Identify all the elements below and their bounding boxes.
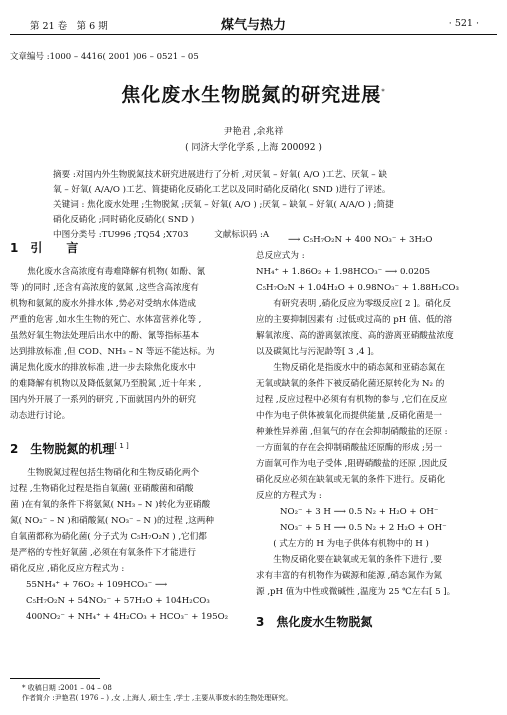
text-line: 一方面氧的存在会抑制硝酸盐还原酶的形成 ;另一 (256, 443, 443, 453)
text-line: 国内外开展了一系列的研究 ,下面就国内外的研究 (10, 395, 196, 405)
text-line: 种兼性异养菌 ,但氧气的存在会抑制硝酸盐的还原 : (256, 427, 448, 437)
text-line: 达到排放标准 ,但 COD、NH₃ – N 等远不能达标。为 (10, 347, 215, 357)
text-line: 解氧浓度、高的游离氨浓度、高的游离亚硝酸盐浓度 (256, 331, 454, 341)
equation: C₅H₇O₂N + 1.04H₂O + 0.98NO₃⁻ + 1.88H₂CO₃ (256, 283, 459, 293)
paragraph (256, 296, 496, 360)
page-number: · 521 · (448, 18, 479, 29)
equation: ⟶ C₅H₇O₂N + 400 NO₃⁻ + 3H₂O (288, 235, 433, 245)
equation: 55NH₄⁺ + 76O₂ + 109HCO₃⁻ ⟶ (26, 580, 168, 590)
equation: C₅H₇O₂N + 54NO₂⁻ + 57H₂O + 104H₂CO₃ (26, 596, 210, 606)
text-line: 生物反硝化要在缺氧或无氧的条件下进行 ,要 (273, 555, 442, 565)
section-heading: 1 引 言 (10, 241, 79, 255)
text-line: 机物和氨氮的废水外排水体 ,势必对受纳水体造成 (10, 299, 196, 309)
text-line: 无氧或缺氧的条件下被反硝化菌还原转化为 N₂ 的 (256, 379, 445, 389)
equation: NH₄⁺ + 1.86O₂ + 1.98HCO₃⁻ ⟶ 0.0205 (256, 267, 431, 277)
text-line: 应的主要抑制因素有 :过低或过高的 pH 值、低的溶 (256, 315, 452, 325)
text-line: ( 式左方的 H 为电子供体有机物中的 H ) (273, 539, 429, 549)
text-line: 源 ,pH 值为中性或微碱性 ,温度为 25 ℃左右[ 5 ]。 (256, 587, 456, 597)
left-column (10, 232, 245, 625)
text-line: 是严格的专性好氧菌 ,必须在有氧条件下才能进行 (10, 548, 196, 558)
equation: 400NO₂⁻ + NH₄⁺ + 4H₂CO₃ + HCO₃⁻ + 195O₂ (26, 612, 229, 622)
text-line: 以及碳氮比与污泥龄等[ 3 ,4 ]。 (256, 347, 380, 357)
text-line: 过程 ,反应过程中必须有有机物的参与 ,它们在反应 (256, 395, 448, 405)
text-line: 方面氧可作为电子受体 ,阻碍硝酸盐的还原 ,因此反 (256, 459, 448, 469)
title-footnote-mark: * (381, 87, 386, 96)
text-line: 生物反硝化是指废水中的硝态氮和亚硝态氮在 (273, 363, 446, 373)
text-line: 严重的危害 ,如水生生物的死亡、水体富营养化等 , (10, 315, 202, 325)
paragraph (10, 465, 245, 577)
paragraph (256, 552, 496, 600)
running-header (10, 14, 497, 34)
paper-title-text: 焦化废水生物脱氮的研究进展 (121, 84, 382, 106)
text-line: 求有丰富的有机物作为碳源和能源 ,硝态氮作为氮 (256, 571, 442, 581)
classification-line: 中图分类号 :TU996 ;TQ54 ;X703 文献标识码 :A (53, 230, 270, 240)
text-line: 的难降解有机物以及降低氨氮乃至脱氮 ,近十年来 , (10, 379, 202, 389)
received-date: * 收稿日期 :2001 – 04 – 08 (22, 684, 112, 692)
text-line: 氮( NO₂⁻ – N )和硝酸氮( NO₃⁻ – N )的过程 ,这两种 (10, 516, 214, 526)
text-line: 硝化反应 ,硝化反应方程式为 : (10, 564, 125, 574)
section-heading (10, 438, 245, 457)
equation: NO₃⁻ + 5 H ⟶ 0.5 N₂ + 2 H₂O + OH⁻ (280, 523, 447, 533)
footnote (22, 683, 292, 703)
keywords-line: 关键词 : 焦化废水处理 ;生物脱氮 ;厌氧 – 好氧( A/O ) ;厌氧 – 缺氧 – 好氧( A/A/O ) ;简捷 (53, 200, 394, 210)
abstract-line: 摘要 :对国内外生物脱氮技术研究进展进行了分析 ,对厌氧 – 好氧( A/O )工艺、厌氧 – 缺 (53, 170, 387, 180)
paper-title (0, 80, 507, 107)
right-column (256, 232, 496, 638)
text-line: 焦化废水含高浓度有毒难降解有机物( 如酚、氰 (27, 267, 206, 277)
text-line: 自氧菌都称为硝化菌( 分子式为 C₅H₇O₂N ) ,它们都 (10, 532, 207, 542)
text-line: 硝化反应必须在缺氧或无氧的条件下进行。反硝化 (256, 475, 446, 485)
paragraph (10, 264, 245, 424)
header-rule (10, 34, 497, 35)
text-line: 中作为电子供体被氧化而提供能量 ,反硝化菌是一 (256, 411, 442, 421)
text-line: 菌 )在有氧的条件下将氨氮( NH₃ – N )转化为亚硝酸 (10, 500, 211, 510)
citation: [ 1 ] (114, 442, 129, 450)
text-line: 动态进行讨论。 (10, 411, 71, 421)
authors: 尹艳君 ,余兆祥 (223, 127, 284, 137)
paragraph (256, 360, 496, 504)
section-heading: 3 焦化废水生物脱氮 (256, 615, 373, 629)
equation: NO₂⁻ + 3 H ⟶ 0.5 N₂ + H₂O + OH⁻ (280, 507, 439, 517)
text-line: 过程 ,生物硝化过程是指自氧菌( 亚硝酸菌和硝酸 (10, 484, 194, 494)
text-line: 满足焦化废水的排放标准 ,进一步去除焦化废水中 (10, 363, 196, 373)
text-line: 生物脱氮过程包括生物硝化和生物反硝化两个 (27, 468, 200, 478)
article-number: 文章编号 :1000 – 4416( 2001 )06 – 0521 – 05 (10, 52, 199, 62)
abstract-line: 氧 – 好氧( A/A/O )工艺、简捷硝化反硝化工艺以及同时硝化反硝化( SND )进行了评述。 (53, 185, 391, 195)
text-line: 有研究表明 ,硝化反应为零级反应[ 2 ]。硝化反 (273, 299, 451, 309)
footnote-rule (10, 678, 100, 679)
text-line: 反应的方程式为 : (256, 491, 322, 501)
affiliation: ( 同济大学化学系 ,上海 200092 ) (185, 143, 322, 153)
keywords-line: 硝化反硝化 ;同时硝化反硝化( SND ) (53, 215, 195, 225)
section-heading-text: 2 生物脱氮的机理 (10, 442, 115, 456)
text-line: 等 )的同时 ,还含有高浓度的氨氮 ,这些含高浓度有 (10, 283, 199, 293)
volume-issue: 第 21 卷 第 6 期 (30, 21, 108, 32)
text-line: 总反应式为 : (256, 251, 305, 261)
journal-name: 煤气与热力 (220, 18, 286, 33)
author-bio: 作者简介 :尹艳君( 1976 – ) ,女 ,上海人 ,硕士生 ,学士 ,主要从事废水的生物处理研究。 (22, 694, 293, 702)
text-line: 虽然好氧生物法处理后出水中的酚、氰等指标基本 (10, 331, 200, 341)
